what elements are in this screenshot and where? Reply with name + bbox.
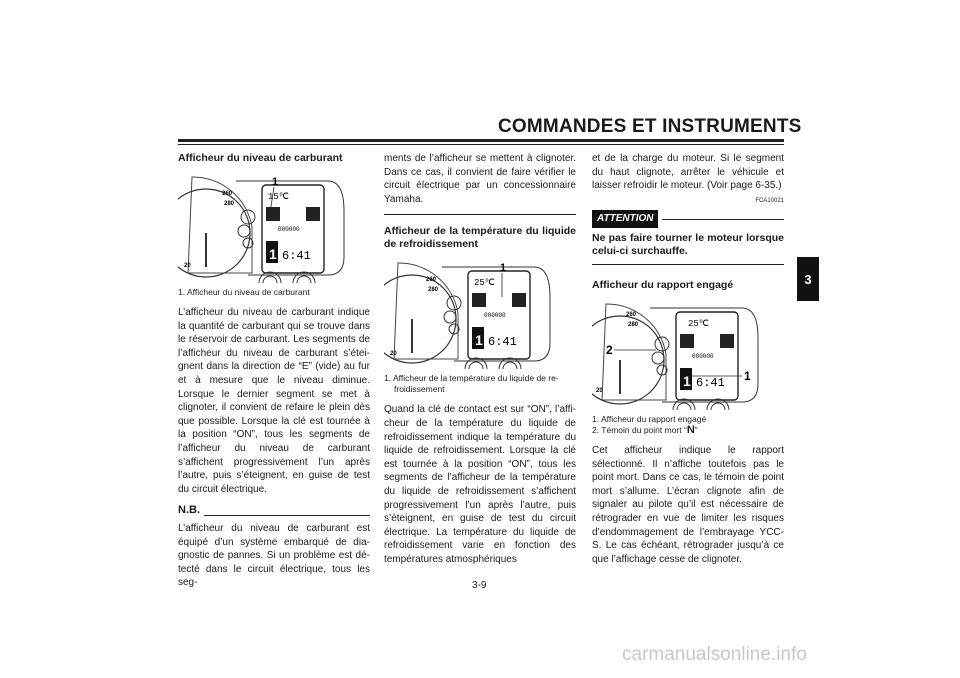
caption-line-2: froidissement <box>394 384 445 395</box>
note-header <box>178 504 370 518</box>
fuel-meter-figure <box>178 171 370 283</box>
odometer: 000000 <box>484 312 506 320</box>
page-number: 3-9 <box>472 580 487 591</box>
clock-readout: 6:41 <box>282 249 311 263</box>
paragraph: Quand la clé de contact est sur “ON”, l’afficheur de la température du liquide de refroidissement indique la température du liquide de refroidissement. Lorsque la clé est tournée à la position “ON”, tous les segments de l’afficheur de la température du liquide de refroidissement s’affichent progressivement l’un après l’autre, puis s’éteignent, en guise de test du circuit électrique. La température du liquide de refroidissement varie en fonction des températures atmosphériques <box>384 404 576 565</box>
callout-1: 1 <box>744 368 751 383</box>
figure-caption-coolant <box>384 373 576 395</box>
paragraph-continued: et de la charge du moteur. Si le segment du haut clignote, arrêter le véhicule et laisser refroidir le moteur. (Voir page 6-35.) <box>592 153 784 192</box>
attention-badge: ATTENTION <box>592 210 658 228</box>
figure-caption-fuel: 1. Afficheur du niveau de carburant <box>178 287 310 297</box>
chapter-tab: 3 <box>797 257 819 301</box>
callout-1: 1 <box>500 262 507 275</box>
temp-readout: 15℃ <box>268 192 289 202</box>
attention-divider <box>592 264 784 265</box>
header-rule-thin <box>178 144 784 145</box>
column-2 <box>384 152 576 575</box>
section-heading-coolant: Afficheur de la température du liquide de refroidissement <box>384 225 576 251</box>
paragraph: L’afficheur du niveau de carburant indique la quantité de carburant qui se trouve dans le réservoir de carburant. Les segments de l’afficheur du niveau de carburant s’éteignent dans la direction de “E” (vide) au fur et à mesure que le niveau diminue. Lorsque le dernier segment se met à clignoter, il convient de refaire le plein dès que possible. Lorsque la clé est tournée à la position “ON”, tous les segments de l’afficheur du niveau de carburant s’affichent progressivement l’un après l’autre, puis s’éteignent, en guise de test du circuit électrique. <box>178 307 370 495</box>
odometer: 000000 <box>692 352 714 360</box>
section-heading-fuel: Afficheur du niveau de carburant <box>178 152 343 164</box>
caption-line-1: 1. Afficheur de la température du liquide de re- <box>384 373 559 384</box>
section-heading-gear: Afficheur du rapport engagé <box>592 278 734 291</box>
temp-readout: 25℃ <box>474 278 495 289</box>
scale-label: 20 <box>596 387 603 394</box>
paragraph: Cet afficheur indique le rapport sélectionné. Il n’affiche toutefois pas le point mort. Dans ce cas, le témoin de point mort s’allume. L’écran clignote afin de signaler au pilote qu’il est nécessaire de rétrograder en vue de limiter les risques d’endommagement de l’embrayage YCC-S. Le cas échéant, rétrograder jusqu’à ce que l’affichage cesse de clignoter. <box>592 444 784 565</box>
page-title: COMMANDES ET INSTRUMENTS <box>498 116 802 137</box>
column-3 <box>592 152 784 574</box>
paragraph-continued: ments de l’afficheur se mettent à clignoter. Dans ce cas, il convient de faire vérifier le circuit électrique par un concessionnaire Yamaha. <box>384 153 576 205</box>
gear-digit: 1 <box>269 246 277 262</box>
speed-label-280: 280 <box>224 201 235 207</box>
callout-2: 2 <box>606 342 613 357</box>
caption-line-1: 1. Afficheur du rapport engagé <box>592 413 707 424</box>
column-1 <box>178 152 370 598</box>
gear-digit: 1 <box>475 332 483 349</box>
gear-display-figure <box>592 298 784 410</box>
odometer: 000000 <box>278 226 300 233</box>
speed-label-280: 280 <box>628 321 639 328</box>
gear-digit: 1 <box>683 372 691 389</box>
note-text: L’afficheur du niveau de carburant est équipé d’un système embarqué de diagnostic de pannes. Si un problème est détecté dans le circuit électrique, tous les seg- <box>178 522 370 589</box>
caption-line-2: 2. Témoin du point mort “N” <box>592 423 698 436</box>
figure-caption-gear <box>592 414 784 436</box>
speed-label-260: 260 <box>626 311 637 318</box>
clock-readout: 6:41 <box>488 335 517 350</box>
section-divider <box>384 214 576 215</box>
clock-readout: 6:41 <box>696 375 725 390</box>
attention-header <box>592 210 784 228</box>
speed-label-260: 260 <box>426 277 437 284</box>
temp-readout: 25℃ <box>688 318 709 329</box>
watermark: carmanualsonline.info <box>622 644 807 665</box>
neutral-n-symbol: N <box>686 423 695 436</box>
callout-1: 1 <box>272 176 279 188</box>
attention-text: Ne pas faire tourner le moteur lorsque celui-ci surchauffe. <box>592 231 784 257</box>
note-label: N.B. <box>178 504 200 517</box>
header-rule <box>178 139 784 142</box>
attention-code: FCA10021 <box>755 197 784 204</box>
coolant-temp-figure <box>384 257 576 369</box>
scale-label: 20 <box>390 351 397 358</box>
scale-label: 20 <box>184 263 191 269</box>
speed-label-280: 280 <box>428 287 439 294</box>
speed-label-260: 260 <box>222 191 233 197</box>
